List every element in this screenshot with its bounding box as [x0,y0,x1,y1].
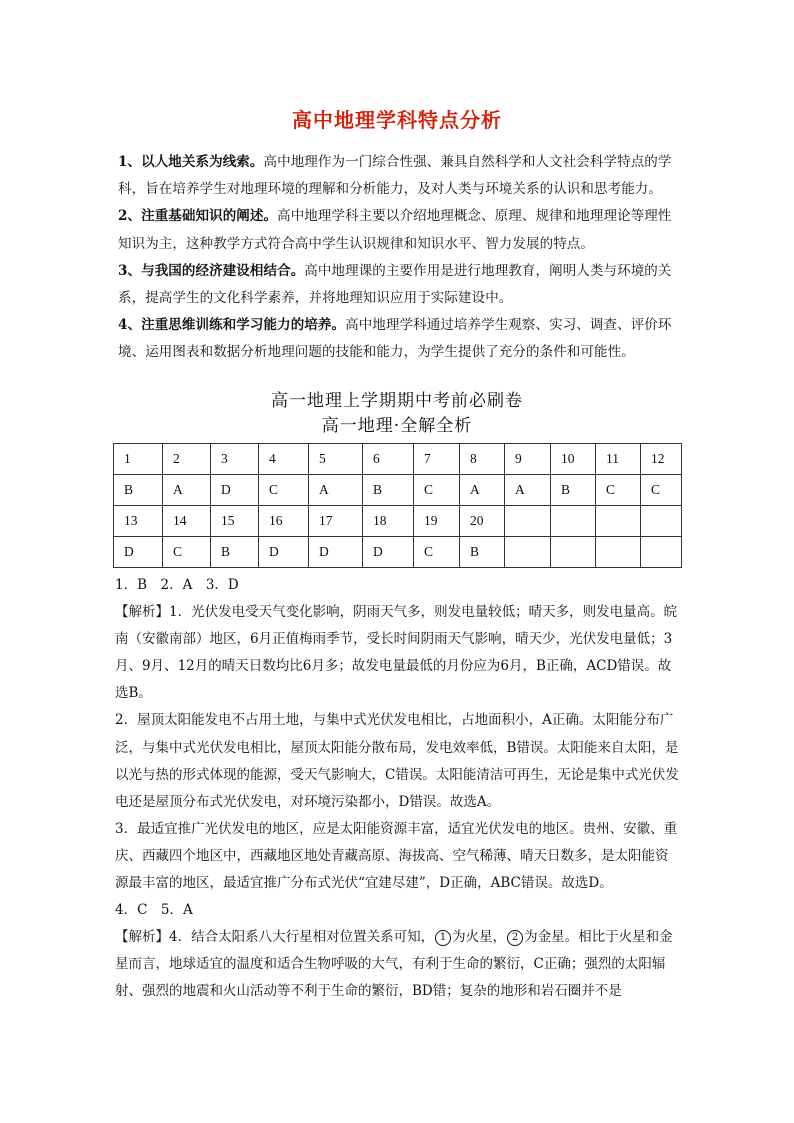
intro-section [118,149,678,367]
solution-q2: 2．屋顶太阳能发电不占用土地，与集中式光伏发电相比，占地面积小，A正确。太阳能分布广泛，与集中式光伏发电相比，屋顶太阳能分散布局，发电效率低，B错误。太阳能来自太阳，是以光与热的形式体现的能源，受天气影响大，C错误。太阳能清洁可再生，无论是集中式光伏发电还是屋顶分布式光伏发电，对环境污染都小，D错误。故选A。 [115,712,679,810]
jiexi-label: 【解析】 [115,929,169,946]
intro-point-2: 2、注重基础知识的阐述。高中地理学科主要以介绍地理概念、原理、规律和地理理论等理性知识为主，这种教学方式符合高中学生认识规律和知识水平、智力发展的特点。 [118,208,672,252]
solutions-section [115,572,681,1006]
answers-1-3: 1．B 2．A 3．D [115,577,239,593]
solution-q1: 【解析】1．光伏发电受天气变化影响，阴雨天气多，则发电量较低；晴天多，则发电量高。皖南（安徽南部）地区，6月正值梅雨季节，受长时间阴雨天气影响，晴天少，光伏发电量低；3月、9月、12月的晴天日数均比6月多；故发电量最低的月份应为6月，B正确，ACD错误。故选B。 [115,604,678,702]
solution-q3: 3．最适宜推广光伏发电的地区，应是太阳能资源丰富，适宜光伏发电的地区。贵州、安徽、重庆、西藏四个地区中，西藏地区地处青藏高原、海拔高、空气稀薄、晴天日数多，是太阳能资源最丰富的地区，最适宜推广分布式光伏“宜建尽建”，D正确，ABC错误。故选D。 [115,820,678,892]
answer-table [113,443,682,568]
table-row: 1 2 3 4 5 6 7 8 9 10 11 12 [114,444,682,475]
intro-point-3: 3、与我国的经济建设相结合。高中地理课的主要作用是进行地理教育，阐明人类与环境的关系，提高学生的文化科学素养，并将地理知识应用于实际建设中。 [118,262,672,307]
exam-subtitle: 高一地理·全解全析 [321,416,473,436]
solution-q4: 【解析】4．结合太阳系八大行星相对位置关系可知， 1 为火星， 2 为金星。相比于火星和金星而言，地球适宜的温度和适合生物呼吸的大气，有利于生命的繁衍，C正确；强烈的太阳辐射、强烈的地震和火山活动等不利于生命的繁衍，BD错；复杂的地形和岩石圈并不是 [115,929,673,1000]
table-row: 13 14 15 16 17 18 19 20 [114,506,682,537]
jiexi-label: 【解析】 [115,604,169,621]
answers-4-5: 4．C 5．A [115,902,193,919]
circled-number-1: 1 [435,930,451,946]
circled-number-2: 2 [507,930,523,946]
intro-point-4: 4、注重思维训练和学习能力的培养。高中地理学科通过培养学生观察、实习、调查、评价环境、运用图表和数据分析地理问题的技能和能力，为学生提供了充分的条件和可能性。 [118,317,672,361]
table-row: D C B D D D C B [114,537,682,568]
exam-title: 高一地理上学期期中考前必刷卷 [271,391,523,411]
intro-point-1: 1、以人地关系为线索。高中地理作为一门综合性强、兼具自然科学和人文社会科学特点的学科，旨在培养学生对地理环境的理解和分析能力，及对人类与环境关系的认识和思考能力。 [118,154,672,198]
table-row: B A D C A B C A A B C C [114,475,682,506]
page-title: 高中地理学科特点分析 [292,108,502,132]
